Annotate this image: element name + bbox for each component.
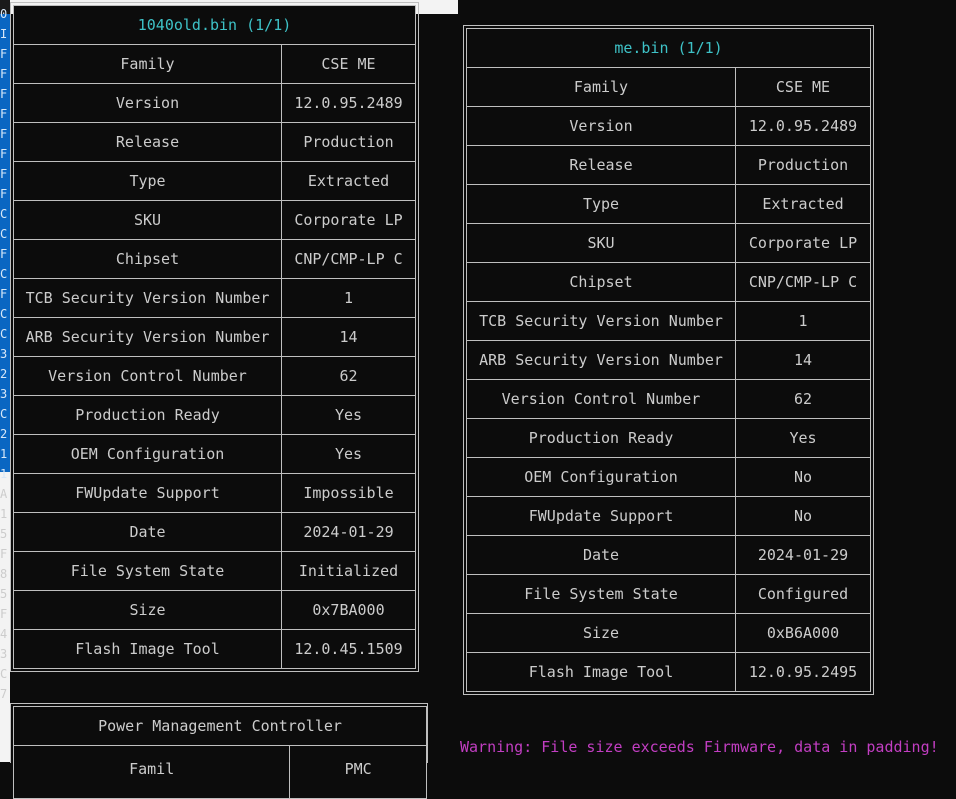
- pmc-table-title: Power Management Controller: [14, 707, 427, 746]
- table-row: [467, 341, 871, 380]
- row-label: Chipset: [467, 263, 736, 302]
- background-text-fragment: C: [0, 207, 8, 221]
- row-value: Production: [282, 123, 416, 162]
- row-label: ARB Security Version Number: [14, 318, 282, 357]
- background-text-fragment: 2: [0, 367, 8, 381]
- table-row: [467, 146, 871, 185]
- row-value: CSE ME: [736, 68, 871, 107]
- table-row: [14, 552, 416, 591]
- row-label: Family: [467, 68, 736, 107]
- background-text-fragment: F: [0, 607, 8, 621]
- row-label: Release: [14, 123, 282, 162]
- background-text-fragment: 1: [0, 467, 8, 481]
- row-value: Extracted: [282, 162, 416, 201]
- row-label: Date: [467, 536, 736, 575]
- background-text-fragment: I: [0, 27, 8, 41]
- row-label: Version: [467, 107, 736, 146]
- row-value: No: [736, 458, 871, 497]
- background-text-fragment: F: [0, 547, 8, 561]
- row-value: Configured: [736, 575, 871, 614]
- pmc-row-label: Famil: [14, 746, 290, 799]
- table-row: [467, 380, 871, 419]
- table-row: [14, 630, 416, 669]
- table-row: [467, 458, 871, 497]
- table-row: [14, 162, 416, 201]
- table-row: [467, 497, 871, 536]
- table-row: [467, 185, 871, 224]
- background-text-fragment: F: [0, 67, 8, 81]
- table-row: [467, 263, 871, 302]
- row-value: 12.0.95.2489: [736, 107, 871, 146]
- table-row: [14, 513, 416, 552]
- row-value: 62: [282, 357, 416, 396]
- background-text-fragment: F: [0, 107, 8, 121]
- background-text-fragment: F: [0, 147, 8, 161]
- background-text-fragment: 7: [0, 687, 8, 701]
- background-text-fragment: 4: [0, 627, 8, 641]
- table-row: [14, 201, 416, 240]
- row-value: 2024-01-29: [736, 536, 871, 575]
- row-value: 14: [736, 341, 871, 380]
- table-row: [14, 318, 416, 357]
- background-window-edge: [0, 0, 10, 762]
- background-text-fragment: 1: [0, 507, 8, 521]
- row-label: SKU: [467, 224, 736, 263]
- row-label: ARB Security Version Number: [467, 341, 736, 380]
- table-row: [467, 68, 871, 107]
- table-row: [467, 107, 871, 146]
- row-value: 12.0.95.2495: [736, 653, 871, 692]
- background-text-fragment: 3: [0, 387, 8, 401]
- background-text-fragment: C: [0, 267, 8, 281]
- background-text-fragment: F: [0, 127, 8, 141]
- table-row: [14, 435, 416, 474]
- row-label: Version: [14, 84, 282, 123]
- table-row: [14, 45, 416, 84]
- row-label: Type: [14, 162, 282, 201]
- table-row: [467, 653, 871, 692]
- table-row: [14, 396, 416, 435]
- row-value: Initialized: [282, 552, 416, 591]
- row-label: Family: [14, 45, 282, 84]
- row-label: Flash Image Tool: [467, 653, 736, 692]
- background-text-fragment: F: [0, 87, 8, 101]
- pmc-table-clip: [10, 703, 428, 778]
- row-value: 62: [736, 380, 871, 419]
- table-row: [14, 591, 416, 630]
- table-row: [467, 575, 871, 614]
- row-value: Impossible: [282, 474, 416, 513]
- row-label: OEM Configuration: [14, 435, 282, 474]
- table-row: [467, 614, 871, 653]
- table-title: 1040old.bin (1/1): [14, 6, 416, 45]
- row-value: CNP/CMP-LP C: [282, 240, 416, 279]
- row-value: 12.0.45.1509: [282, 630, 416, 669]
- row-value: No: [736, 497, 871, 536]
- row-label: Production Ready: [14, 396, 282, 435]
- background-text-fragment: C: [0, 327, 8, 341]
- background-text-fragment: 8: [0, 567, 8, 581]
- background-text-fragment: 1: [0, 447, 8, 461]
- row-value: 14: [282, 318, 416, 357]
- row-value: Yes: [282, 396, 416, 435]
- background-text-fragment: F: [0, 247, 8, 261]
- table-row: [14, 84, 416, 123]
- row-value: CSE ME: [282, 45, 416, 84]
- row-label: Size: [467, 614, 736, 653]
- row-label: File System State: [14, 552, 282, 591]
- pmc-table: [13, 706, 427, 799]
- row-label: TCB Security Version Number: [467, 302, 736, 341]
- background-text-fragment: C: [0, 307, 8, 321]
- row-value: Corporate LP: [282, 201, 416, 240]
- row-value: Yes: [736, 419, 871, 458]
- row-value: 2024-01-29: [282, 513, 416, 552]
- background-text-fragment: 3: [0, 347, 8, 361]
- background-text-fragment: C: [0, 667, 8, 681]
- row-value: 1: [282, 279, 416, 318]
- row-value: 1: [736, 302, 871, 341]
- row-label: File System State: [467, 575, 736, 614]
- row-label: Version Control Number: [14, 357, 282, 396]
- row-label: FWUpdate Support: [14, 474, 282, 513]
- row-label: TCB Security Version Number: [14, 279, 282, 318]
- table-row: [467, 536, 871, 575]
- row-value: 0x7BA000: [282, 591, 416, 630]
- row-value: Corporate LP: [736, 224, 871, 263]
- row-label: FWUpdate Support: [467, 497, 736, 536]
- table-row: [14, 240, 416, 279]
- table-row: [467, 302, 871, 341]
- background-text-fragment: 5: [0, 587, 8, 601]
- table-row: [14, 474, 416, 513]
- row-value: Production: [736, 146, 871, 185]
- row-label: SKU: [14, 201, 282, 240]
- background-text-fragment: 5: [0, 527, 8, 541]
- table-row: [467, 224, 871, 263]
- background-text-fragment: 3: [0, 647, 8, 661]
- row-label: Size: [14, 591, 282, 630]
- background-text-fragment: 2: [0, 427, 8, 441]
- firmware-table-me: [466, 28, 871, 692]
- table-title: me.bin (1/1): [467, 29, 871, 68]
- firmware-table-1040old: [13, 5, 416, 669]
- background-text-fragment: C: [0, 407, 8, 421]
- row-value: 0xB6A000: [736, 614, 871, 653]
- background-text-fragment: A: [0, 487, 8, 501]
- background-text-fragment: F: [0, 47, 8, 61]
- row-label: OEM Configuration: [467, 458, 736, 497]
- row-value: Extracted: [736, 185, 871, 224]
- row-value: Yes: [282, 435, 416, 474]
- row-label: Release: [467, 146, 736, 185]
- table-row: [14, 357, 416, 396]
- row-value: 12.0.95.2489: [282, 84, 416, 123]
- background-text-fragment: 0: [0, 7, 8, 21]
- warning-message: Warning: File size exceeds Firmware, data in padding!: [460, 738, 939, 756]
- background-text-fragment: F: [0, 287, 8, 301]
- row-label: Date: [14, 513, 282, 552]
- row-label: Version Control Number: [467, 380, 736, 419]
- row-label: Type: [467, 185, 736, 224]
- table-row: [14, 123, 416, 162]
- table-row: [467, 419, 871, 458]
- row-label: Production Ready: [467, 419, 736, 458]
- background-text-fragment: F: [0, 167, 8, 181]
- row-label: Chipset: [14, 240, 282, 279]
- row-value: CNP/CMP-LP C: [736, 263, 871, 302]
- row-label: Flash Image Tool: [14, 630, 282, 669]
- pmc-row-value: PMC: [290, 746, 427, 799]
- background-text-fragment: F: [0, 187, 8, 201]
- table-row: [14, 279, 416, 318]
- background-text-fragment: C: [0, 227, 8, 241]
